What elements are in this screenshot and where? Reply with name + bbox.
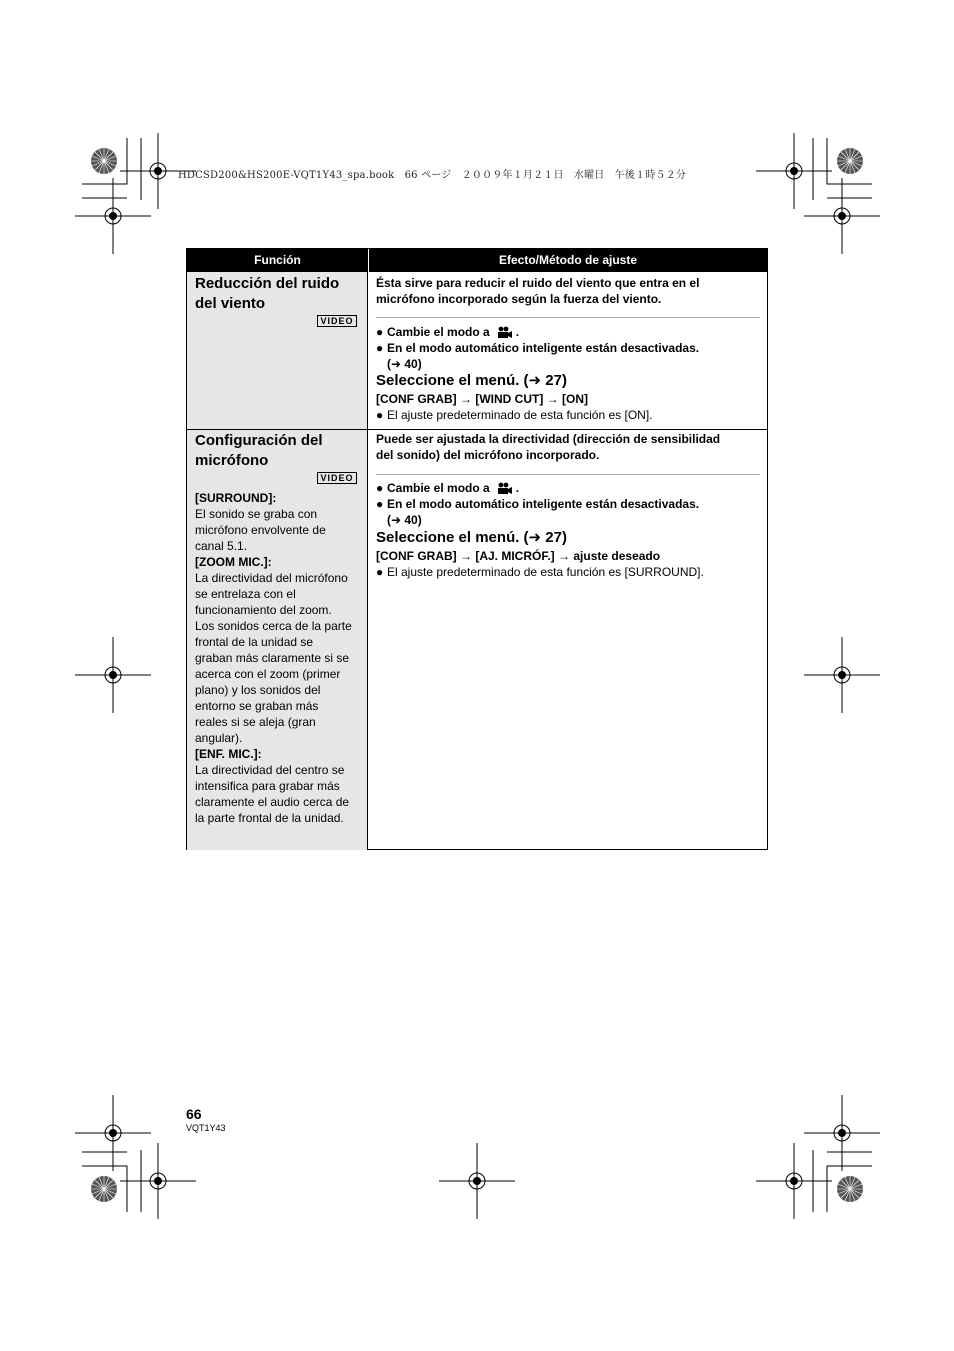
page-ref-40: (➜ 40) bbox=[387, 513, 422, 527]
menu-path-wind-cut: [CONF GRAB] → [WIND CUT] → [ON] bbox=[376, 392, 589, 406]
page-ref-40: (➜ 40) bbox=[387, 357, 422, 371]
table-header bbox=[187, 249, 767, 272]
bullet-change-mode: ● Cambie el modo a . bbox=[376, 481, 520, 495]
select-menu-heading: Seleccione el menú. (➜ 27) bbox=[376, 529, 567, 546]
row-divider bbox=[187, 429, 767, 430]
select-menu-heading: Seleccione el menú. (➜ 27) bbox=[376, 372, 567, 389]
menu-path-mic-setting: [CONF GRAB] → [AJ. MICRÓF.] → ajuste deseado bbox=[376, 549, 661, 563]
row-title-mic-setting: Configuración del micrófono bbox=[195, 432, 323, 469]
video-camera-icon bbox=[496, 482, 512, 494]
bullet-intelligent-auto-note: ● En el modo automático inteligente están desactivadas. bbox=[376, 497, 700, 511]
column-header-effect: Efecto/Método de ajuste bbox=[498, 253, 638, 267]
document-code: VQT1Y43 bbox=[186, 1123, 226, 1133]
video-mode-badge: VIDEO bbox=[317, 472, 357, 484]
print-header: HDCSD200&HS200E-VQT1Y43_spa.book 66 ページ ２００９年１月２１日 水曜日 午後１時５２分 bbox=[178, 170, 687, 181]
page-number: 66 bbox=[186, 1106, 202, 1122]
option-surround: [SURROUND]: El sonido se graba con micrófono envolvente de canal 5.1. bbox=[195, 491, 326, 553]
column-header-function: Función bbox=[254, 253, 301, 267]
row-title-wind-cut: Reducción del ruido del viento bbox=[195, 275, 340, 312]
video-camera-icon bbox=[496, 326, 512, 338]
option-focus-mic: [ENF. MIC.]: La directividad del centro se intensifica para grabar más claramente el audio cerca de la parte frontal de la unidad. bbox=[195, 747, 350, 825]
wind-cut-description: Ésta sirve para reducir el ruido del viento que entra en el micrófono incorporado según la fuerza del viento. bbox=[376, 276, 700, 306]
bullet-intelligent-auto-note: ● En el modo automático inteligente están desactivadas. bbox=[376, 341, 700, 355]
option-zoom-mic: [ZOOM MIC.]: La directividad del micrófono se entrelaza con el funcionamiento del zoom. Los sonidos cerca de la parte frontal de la unidad se graban más claramente si se acerca con el zoom (primer plano) y los sonidos del entorno se graban más reales si se aleja (gran angular). bbox=[195, 555, 352, 745]
mic-setting-description: Puede ser ajustada la directividad (dirección de sensibilidad del sonido) del micrófono incorporado. bbox=[376, 432, 721, 462]
mic-options-list bbox=[195, 490, 365, 826]
video-mode-badge: VIDEO bbox=[317, 315, 357, 327]
default-setting-note: ● El ajuste predeterminado de esta función es [ON]. bbox=[376, 408, 653, 422]
default-setting-note: ● El ajuste predeterminado de esta función es [SURROUND]. bbox=[376, 565, 704, 579]
settings-table bbox=[186, 248, 768, 850]
bullet-change-mode: ● Cambie el modo a . bbox=[376, 325, 520, 339]
